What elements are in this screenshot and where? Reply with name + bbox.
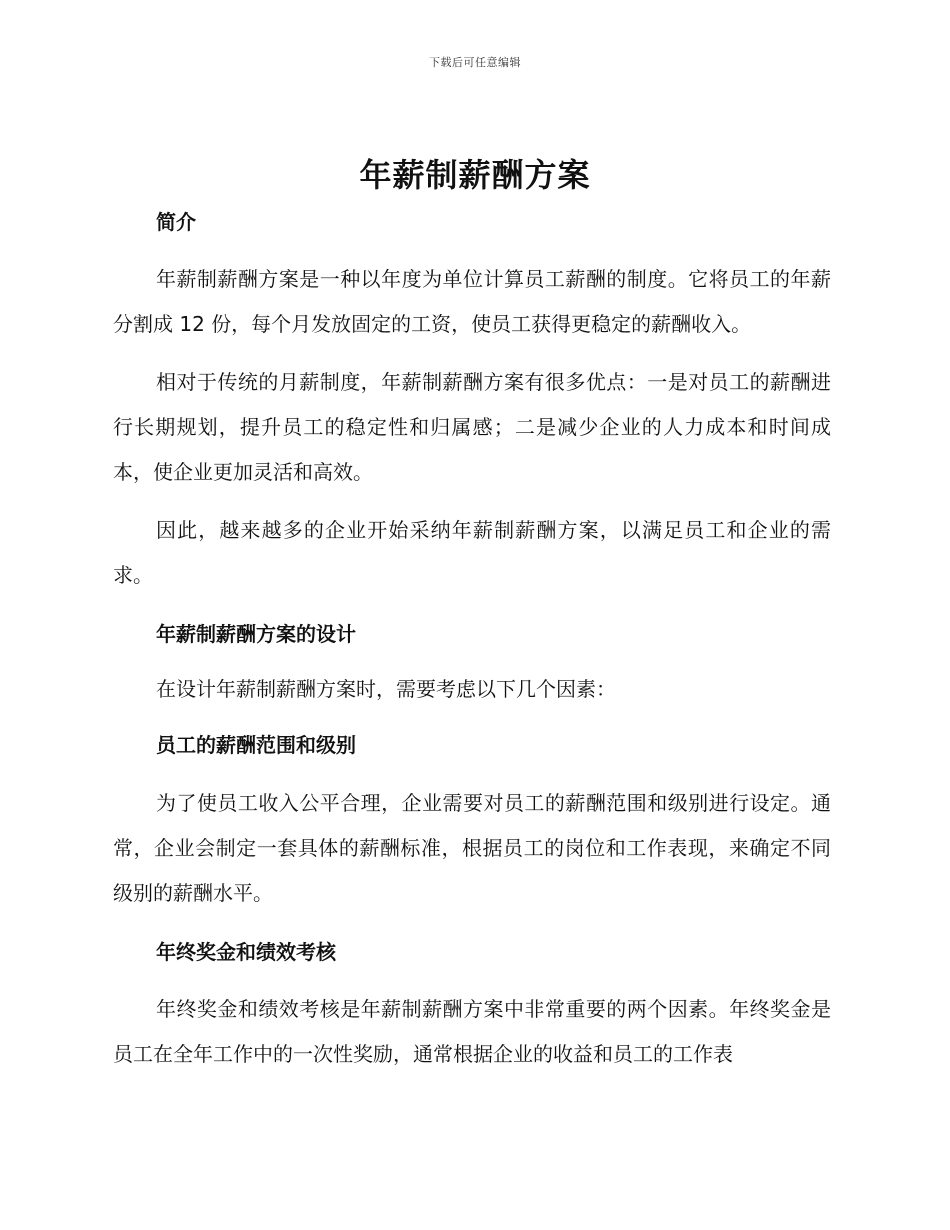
paragraph: 为了使员工收入公平合理，企业需要对员工的薪酬范围和级别进行设定。通常，企业会制定一套具体的薪酬标准，根据员工的岗位和工作表现，来确定不同级别的薪酬水平。 xyxy=(113,791,831,905)
paragraph: 相对于传统的月薪制度，年薪制薪酬方案有很多优点：一是对员工的薪酬进行长期规划，提升员工的稳定性和归属感；二是减少企业的人力成本和时间成本，使企业更加灵活和高效。 xyxy=(113,370,831,484)
paragraph: 因此，越来越多的企业开始采纳年薪制薪酬方案，以满足员工和企业的需求。 xyxy=(113,518,831,587)
document-body xyxy=(113,206,831,1077)
section-heading-bonus: 年终奖金和绩效考核 xyxy=(156,940,336,964)
paragraph: 年薪制薪酬方案是一种以年度为单位计算员工薪酬的制度。它将员工的年薪分割成 12 份，每个月发放固定的工资，使员工获得更稳定的薪酬收入。 xyxy=(113,267,831,336)
section-heading-salary-range: 员工的薪酬范围和级别 xyxy=(156,733,356,757)
document-title: 年薪制薪酬方案 xyxy=(359,156,591,194)
section-heading-intro: 简介 xyxy=(156,210,196,234)
section-heading-design: 年薪制薪酬方案的设计 xyxy=(156,622,356,646)
paragraph: 在设计年薪制薪酬方案时，需要考虑以下几个因素： xyxy=(156,677,616,701)
paragraph: 年终奖金和绩效考核是年薪制薪酬方案中非常重要的两个因素。年终奖金是员工在全年工作中的一次性奖励，通常根据企业的收益和员工的工作表 xyxy=(113,997,831,1066)
header-note: 下载后可任意编辑 xyxy=(429,56,521,69)
